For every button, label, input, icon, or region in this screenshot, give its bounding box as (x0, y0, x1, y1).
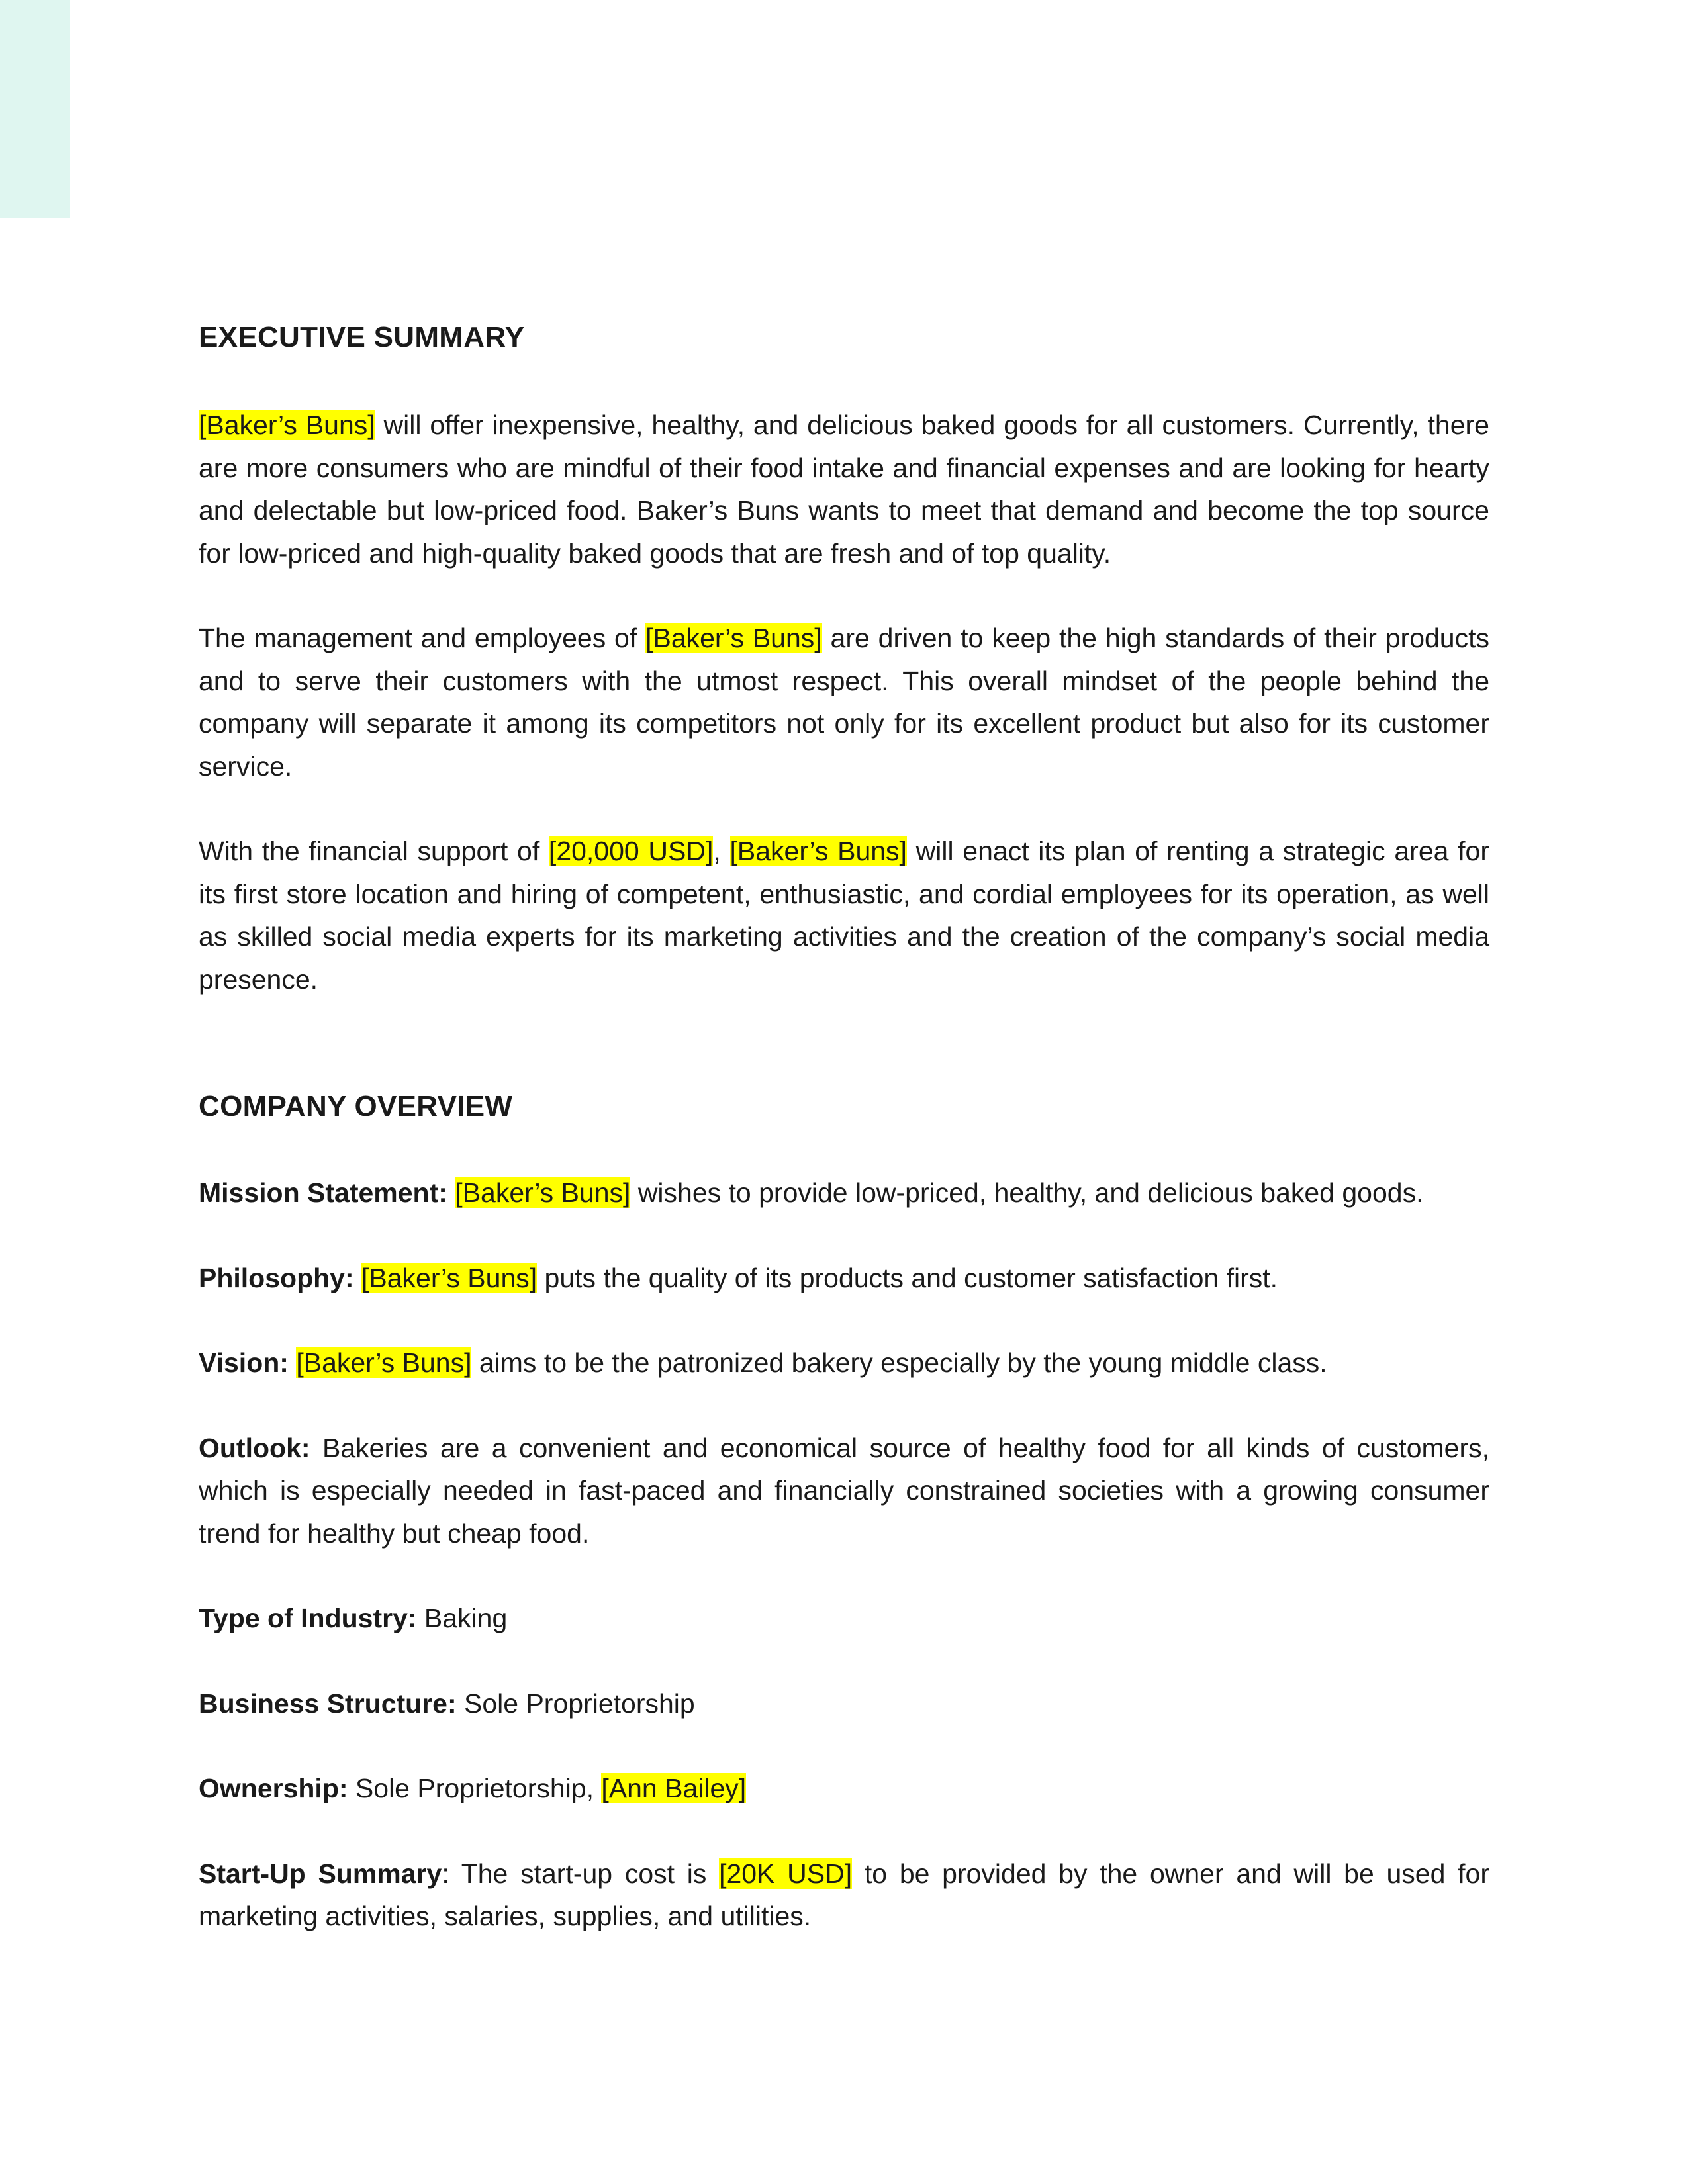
placeholder-startup-cost[interactable]: [20K USD] (719, 1858, 853, 1889)
placeholder-company-name[interactable]: [Baker’s Buns] (296, 1347, 472, 1378)
paragraph-text: The management and employees of (199, 623, 646, 653)
executive-summary-heading: EXECUTIVE SUMMARY (199, 321, 525, 353)
industry-label: Type of Industry: (199, 1603, 417, 1633)
document-page (199, 318, 1489, 1938)
company-overview-heading: COMPANY OVERVIEW (199, 1090, 513, 1122)
outlook-text: Bakeries are a convenient and economical source of healthy food for all kinds of customers, which is especially needed in fast-paced and financially constrained societies with a growing consumer trend for healthy but cheap food. (199, 1432, 1489, 1549)
corner-accent-tab (0, 0, 70, 218)
ownership-value: Sole Proprietorship, (348, 1773, 602, 1803)
gap-text (354, 1263, 361, 1293)
outlook-label: Outlook: (199, 1432, 310, 1463)
exec-summary-paragraph-3 (199, 830, 1489, 1001)
exec-summary-paragraph-2 (199, 617, 1489, 788)
mission-label: Mission Statement: (199, 1177, 447, 1208)
startup-label: Start-Up Summary (199, 1858, 442, 1889)
ownership-label: Ownership: (199, 1773, 348, 1803)
startup-summary (199, 1852, 1489, 1938)
philosophy-label: Philosophy: (199, 1262, 354, 1293)
structure-value: Sole Proprietorship (456, 1688, 695, 1719)
placeholder-company-name[interactable]: [Baker’s Buns] (199, 410, 375, 440)
paragraph-text: With the financial support of (199, 836, 549, 866)
gap-text (289, 1347, 296, 1378)
ownership (199, 1767, 1489, 1810)
business-structure (199, 1682, 1489, 1725)
philosophy-text: puts the quality of its products and customer satisfaction first. (537, 1262, 1278, 1293)
startup-text: : The start-up cost is (442, 1858, 720, 1889)
placeholder-funding-amount[interactable]: [20,000 USD] (548, 836, 714, 866)
paragraph-text: will enact its plan of renting a strategic area for its first store location and hiring of competent, enthusiastic, and cordial employees for its operation, as well as skilled social media experts for its marketing activities and the creation of the company’s social media presence. (199, 836, 1489, 995)
paragraph-text: will offer inexpensive, healthy, and delicious baked goods for all customers. Currently, there are more consumers who are mindful of their food intake and financial expenses and are looking for hearty and delectable but low-priced food. Baker’s Buns wants to meet that demand and become the top source for low-priced and high-quality baked goods that are fresh and of top quality. (199, 410, 1489, 569)
outlook-statement (199, 1427, 1489, 1555)
placeholder-company-name[interactable]: [Baker’s Buns] (729, 836, 907, 866)
vision-text: aims to be the patronized bakery especially by the young middle class. (471, 1347, 1327, 1378)
industry-value: Baking (416, 1603, 508, 1633)
vision-label: Vision: (199, 1347, 289, 1378)
mission-statement (199, 1171, 1489, 1214)
mission-text: wishes to provide low-priced, healthy, and delicious baked goods. (630, 1177, 1424, 1208)
separator-text: , (713, 836, 730, 866)
gap-text (447, 1177, 455, 1208)
placeholder-owner-name[interactable]: [Ann Bailey] (601, 1773, 747, 1803)
paragraph-text: are driven to keep the high standards of their products and to serve their customers with the utmost respect. This overall mindset of the people behind the company will separate it among its competitors not only for its excellent product but also for its customer service. (199, 623, 1489, 782)
exec-summary-paragraph-1 (199, 404, 1489, 574)
placeholder-company-name[interactable]: [Baker’s Buns] (455, 1177, 631, 1208)
vision-statement (199, 1342, 1489, 1385)
structure-label: Business Structure: (199, 1688, 457, 1719)
startup-text: to be provided by the owner and will be used for marketing activities, salaries, supplies, and utilities. (199, 1858, 1489, 1931)
placeholder-company-name[interactable]: [Baker’s Buns] (645, 623, 822, 653)
industry-type (199, 1597, 1489, 1640)
philosophy-statement (199, 1257, 1489, 1300)
placeholder-company-name[interactable]: [Baker’s Buns] (361, 1262, 538, 1293)
